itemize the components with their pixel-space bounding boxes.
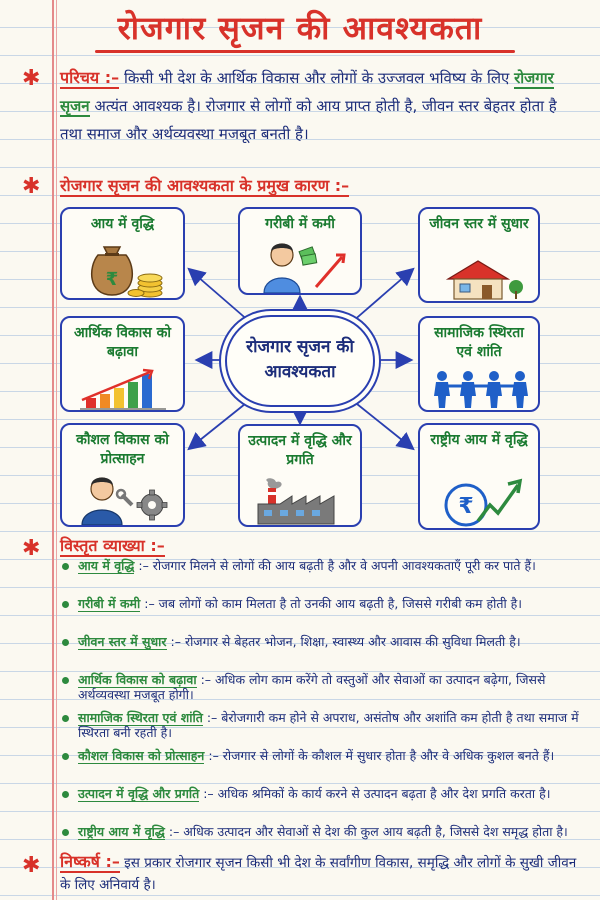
detail-term: जीवन स्तर में सुधार [78, 634, 167, 649]
reason-label: जीवन स्तर में सुधार [429, 216, 529, 232]
reasons-heading: रोजगार सृजन की आवश्यकता के प्रमुख कारण :– [60, 176, 350, 195]
reason-card-social-stability [418, 316, 540, 412]
money-bag-coins-icon [84, 237, 170, 299]
detail-text: :– बेरोजगारी कम होने से अपराध, असंतोष और अशांति कम होती है तथा समाज में स्थिरता बनी रहती है। [78, 710, 579, 740]
intro-paragraph [60, 64, 580, 148]
conclusion-text: इस प्रकार रोजगार सृजन किसी भी देश के सर्वांगीण विकास, समृद्धि और लोगों के सुखी जीवन के लिए अनिवार्य है। [60, 855, 577, 893]
detail-item-social-stability [60, 710, 580, 743]
svg-text:₹: ₹ [458, 494, 474, 519]
page-title: रोजगार सृजन की आवश्यकता [117, 9, 483, 47]
detail-text: :– रोजगार मिलने से लोगों की आय बढ़ती है और वे अपनी आवश्यकताएँ पूरी कर पाते हैं। [138, 558, 536, 573]
detail-text: :– रोजगार से लोगों के कौशल में सुधार होता है और वे अधिक कुशल बनते हैं। [208, 748, 555, 763]
reason-label: उत्पादन में वृद्धि और प्रगति [248, 433, 352, 468]
details-list [60, 558, 580, 862]
reason-card-living-standard [418, 207, 540, 303]
detail-term: आय में वृद्धि [78, 558, 135, 573]
bullet-dot [62, 829, 69, 836]
detail-text: :– अधिक लोग काम करेंगे तो वस्तुओं और सेवाओं का उत्पादन बढ़ेगा, जिससे अर्थव्यवस्था मजबूत होगी। [78, 672, 546, 702]
diagram-hub: रोजगार सृजन की आवश्यकता [225, 315, 375, 407]
bullet-dot [62, 639, 69, 646]
bullet-dot [62, 715, 69, 722]
intro-heading: परिचय :– [60, 68, 120, 87]
reason-card-skill-development [60, 423, 185, 527]
details-heading: विस्तृत व्याख्या :– [60, 536, 165, 555]
detail-term: राष्ट्रीय आय में वृद्धि [78, 824, 165, 839]
svg-text:₹: ₹ [105, 269, 119, 290]
detail-term: सामाजिक स्थिरता एवं शांति [78, 710, 203, 725]
reason-label: कौशल विकास को प्रोत्साहन [76, 432, 169, 467]
reason-card-economic-growth [60, 316, 185, 412]
star-bullet-icon: ✱ [22, 174, 41, 199]
growth-bars-icon [80, 366, 172, 410]
house-icon [438, 257, 524, 301]
reason-label: सामाजिक स्थिरता एवं शांति [434, 325, 524, 360]
detail-text: :– अधिक श्रमिकों के कार्य करने से उत्पादन बढ़ता है और देश प्रगति करता है। [203, 786, 551, 801]
detail-term: आर्थिक विकास को बढ़ावा [78, 672, 197, 687]
detail-term: गरीबी में कमी [78, 596, 141, 611]
detail-item-production-growth [60, 786, 580, 819]
reason-card-income [60, 207, 185, 300]
people-chain-icon [430, 370, 532, 410]
detail-item-economic-growth [60, 672, 580, 705]
star-bullet-icon: ✱ [22, 66, 41, 91]
title-underline [95, 50, 515, 53]
rupee-growth-icon [442, 475, 524, 529]
reason-label: राष्ट्रीय आय में वृद्धि [430, 432, 528, 448]
bullet-dot [62, 753, 69, 760]
star-bullet-icon: ✱ [22, 536, 41, 561]
reason-card-production-growth [238, 424, 362, 527]
worker-gear-icon [76, 473, 172, 525]
margin-line [52, 0, 54, 900]
reason-card-poverty [238, 207, 362, 295]
star-bullet-icon: ✱ [22, 853, 41, 878]
factory-icon [254, 478, 350, 526]
margin-line-inner [56, 0, 57, 900]
detail-text: :– जब लोगों को काम मिलता है तो उनकी आय बढ़ती है, जिससे गरीबी कम होती है। [144, 596, 523, 611]
detail-item-living-standard [60, 634, 580, 667]
person-with-cash-icon [256, 235, 348, 293]
bullet-dot [62, 601, 69, 608]
intro-text-before: किसी भी देश के आर्थिक विकास और लोगों के उज्जवल भविष्य के लिए [123, 69, 510, 87]
conclusion-heading: निष्कर्ष :– [60, 852, 120, 871]
detail-text: :– अधिक उत्पादन और सेवाओं से देश की कुल आय बढ़ती है, जिससे देश समृद्ध होता है। [168, 824, 568, 839]
bullet-dot [62, 563, 69, 570]
intro-text-after: अत्यंत आवश्यक है। रोजगार से लोगों को आय प्राप्त होती है, जीवन स्तर बेहतर होता है तथा समाज और अर्थव्यवस्था मजबूत बनती है। [60, 97, 557, 143]
reason-label: आय में वृद्धि [90, 216, 155, 232]
conclusion-paragraph [60, 851, 580, 896]
bullet-dot [62, 791, 69, 798]
detail-item-poverty [60, 596, 580, 629]
reason-label: गरीबी में कमी [265, 216, 335, 232]
detail-item-income [60, 558, 580, 591]
detail-item-skill-development [60, 748, 580, 781]
detail-term: उत्पादन में वृद्धि और प्रगति [78, 786, 200, 801]
reason-card-national-income [418, 423, 540, 530]
details-heading-row [60, 532, 580, 560]
intro-highlight: रोजगार सृजन [60, 69, 554, 115]
reasons-heading-row [60, 172, 580, 200]
detail-text: :– रोजगार से बेहतर भोजन, शिक्षा, स्वास्थ्य और आवास की सुविधा मिलती है। [170, 634, 521, 649]
bullet-dot [62, 677, 69, 684]
detail-term: कौशल विकास को प्रोत्साहन [78, 748, 205, 763]
reason-label: आर्थिक विकास को बढ़ावा [73, 325, 171, 360]
